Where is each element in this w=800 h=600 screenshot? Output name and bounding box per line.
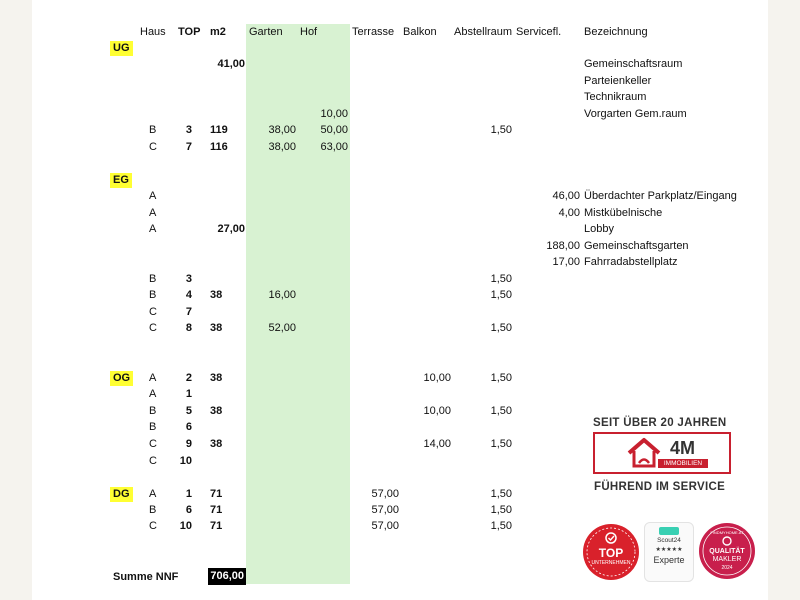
cell-top: 7 <box>185 141 192 153</box>
findmyhome-brand: FINDMYHOME.AT <box>710 530 744 535</box>
cell-abstellraum: 1,50 <box>490 372 512 384</box>
cell-abstellraum: 1,50 <box>490 322 512 334</box>
header-haus: Haus <box>140 26 166 38</box>
cell-servicefl: 4,00 <box>558 207 580 219</box>
cell-terrasse: 57,00 <box>371 520 399 532</box>
cell-m2: 27,00 <box>217 223 245 235</box>
scout-stars-icon: ★★★★★ <box>655 547 683 553</box>
cell-abstellraum: 1,50 <box>490 124 512 136</box>
scout-logo-icon <box>659 527 679 535</box>
floor-label-ug: UG <box>110 41 133 56</box>
cell-balkon: 10,00 <box>423 372 451 384</box>
cell-m2: 38 <box>210 405 223 417</box>
cell-bezeichnung: Fahrradabstellplatz <box>584 256 678 268</box>
cell-top: 10 <box>179 520 192 532</box>
makler-text: MAKLER <box>712 556 742 563</box>
summary-label: Summe NNF <box>113 571 179 583</box>
header-bezeichnung: Bezeichnung <box>584 26 648 38</box>
header-top: TOP <box>178 26 201 38</box>
cell-top: 1 <box>185 488 192 500</box>
cell-m2: 38 <box>210 438 223 450</box>
cell-top: 7 <box>185 306 192 318</box>
header-terrasse: Terrasse <box>352 26 395 38</box>
cell-haus: C <box>149 438 157 450</box>
cell-balkon: 14,00 <box>423 438 451 450</box>
top-badge-text: TOP <box>598 546 624 560</box>
logo-brand: 4M <box>670 438 696 458</box>
cell-garten: 38,00 <box>268 141 296 153</box>
cell-top: 5 <box>185 405 192 417</box>
cell-top: 3 <box>185 124 192 136</box>
cell-haus: A <box>149 190 157 202</box>
cell-haus: C <box>149 306 157 318</box>
cell-haus: B <box>149 124 157 136</box>
top-badge-subtext: UNTERNEHMEN <box>591 560 631 566</box>
cell-servicefl: 188,00 <box>546 240 580 252</box>
logo-brand-sub: IMMOBILIEN <box>658 459 708 468</box>
cell-haus: A <box>149 372 157 384</box>
cell-abstellraum: 1,50 <box>490 438 512 450</box>
cell-haus: C <box>149 322 157 334</box>
cell-haus: C <box>149 520 157 532</box>
cell-abstellraum: 1,50 <box>490 520 512 532</box>
cell-hof: 10,00 <box>320 108 348 120</box>
cell-haus: C <box>149 455 157 467</box>
cell-bezeichnung: Parteienkeller <box>584 75 652 87</box>
cell-top: 1 <box>185 388 192 400</box>
top-unternehmen-badge <box>582 523 640 581</box>
cell-haus: B <box>149 504 157 516</box>
cell-haus: B <box>149 421 157 433</box>
scout-brand: Scout24 <box>657 537 681 544</box>
cell-abstellraum: 1,50 <box>490 289 512 301</box>
scout24-experte-badge <box>644 522 694 582</box>
cell-top: 6 <box>185 504 192 516</box>
cell-balkon: 10,00 <box>423 405 451 417</box>
cell-abstellraum: 1,50 <box>490 488 512 500</box>
cell-bezeichnung: Mistkübelnische <box>584 207 663 219</box>
cell-haus: A <box>149 388 157 400</box>
cell-m2: 116 <box>210 141 228 153</box>
cell-bezeichnung: Vorgarten Gem.raum <box>584 108 687 120</box>
cell-garten: 52,00 <box>268 322 296 334</box>
header-servicefl: Servicefl. <box>516 26 562 38</box>
cell-abstellraum: 1,50 <box>490 504 512 516</box>
logo-bottom-text: FÜHREND IM SERVICE <box>594 481 726 493</box>
cell-top: 2 <box>185 372 192 384</box>
cell-m2: 71 <box>210 520 223 532</box>
cell-haus: A <box>149 223 157 235</box>
cell-garten: 38,00 <box>268 124 296 136</box>
cell-m2: 71 <box>210 504 223 516</box>
cell-haus: A <box>149 207 157 219</box>
header-garten: Garten <box>249 26 283 38</box>
header-abstellraum: Abstellraum <box>454 26 513 38</box>
cell-haus: C <box>149 141 157 153</box>
company-logo <box>588 414 738 496</box>
logo-top-text: SEIT ÜBER 20 JAHREN <box>593 417 727 429</box>
cell-bezeichnung: Überdachter Parkplatz/Eingang <box>584 190 737 202</box>
floor-label-dg: DG <box>110 487 133 502</box>
cell-bezeichnung: Gemeinschaftsgarten <box>584 240 689 252</box>
qualitaet-makler-badge <box>698 522 756 580</box>
cell-abstellraum: 1,50 <box>490 273 512 285</box>
cell-top: 8 <box>185 322 192 334</box>
cell-garten: 16,00 <box>268 289 296 301</box>
cell-top: 10 <box>179 455 192 467</box>
cell-top: 3 <box>185 273 192 285</box>
floor-label-og: OG <box>110 371 133 386</box>
cell-hof: 50,00 <box>320 124 348 136</box>
qualitaet-text: QUALITÄT <box>709 548 745 555</box>
badge-year: 2024 <box>721 565 733 571</box>
cell-m2: 41,00 <box>217 58 245 70</box>
cell-haus: B <box>149 273 157 285</box>
cell-top: 4 <box>185 289 192 301</box>
cell-servicefl: 17,00 <box>552 256 580 268</box>
house-icon <box>626 436 662 470</box>
cell-haus: B <box>149 405 157 417</box>
cell-m2: 71 <box>210 488 223 500</box>
cell-m2: 119 <box>210 124 228 136</box>
cell-terrasse: 57,00 <box>371 488 399 500</box>
header-hof: Hof <box>300 26 318 38</box>
cell-m2: 38 <box>210 372 223 384</box>
cell-bezeichnung: Lobby <box>584 223 614 235</box>
summary-value: 706,00 <box>208 568 246 585</box>
cell-abstellraum: 1,50 <box>490 405 512 417</box>
floor-label-eg: EG <box>110 173 132 188</box>
header-balkon: Balkon <box>403 26 437 38</box>
cell-hof: 63,00 <box>320 141 348 153</box>
cell-bezeichnung: Technikraum <box>584 91 647 103</box>
cell-haus: A <box>149 488 157 500</box>
header-m2: m2 <box>210 26 226 38</box>
cell-m2: 38 <box>210 322 223 334</box>
cell-haus: B <box>149 289 157 301</box>
cell-terrasse: 57,00 <box>371 504 399 516</box>
cell-bezeichnung: Gemeinschaftsraum <box>584 58 683 70</box>
cell-top: 6 <box>185 421 192 433</box>
cell-top: 9 <box>185 438 192 450</box>
scout-label: Experte <box>653 555 685 565</box>
cell-servicefl: 46,00 <box>552 190 580 202</box>
cell-m2: 38 <box>210 289 223 301</box>
